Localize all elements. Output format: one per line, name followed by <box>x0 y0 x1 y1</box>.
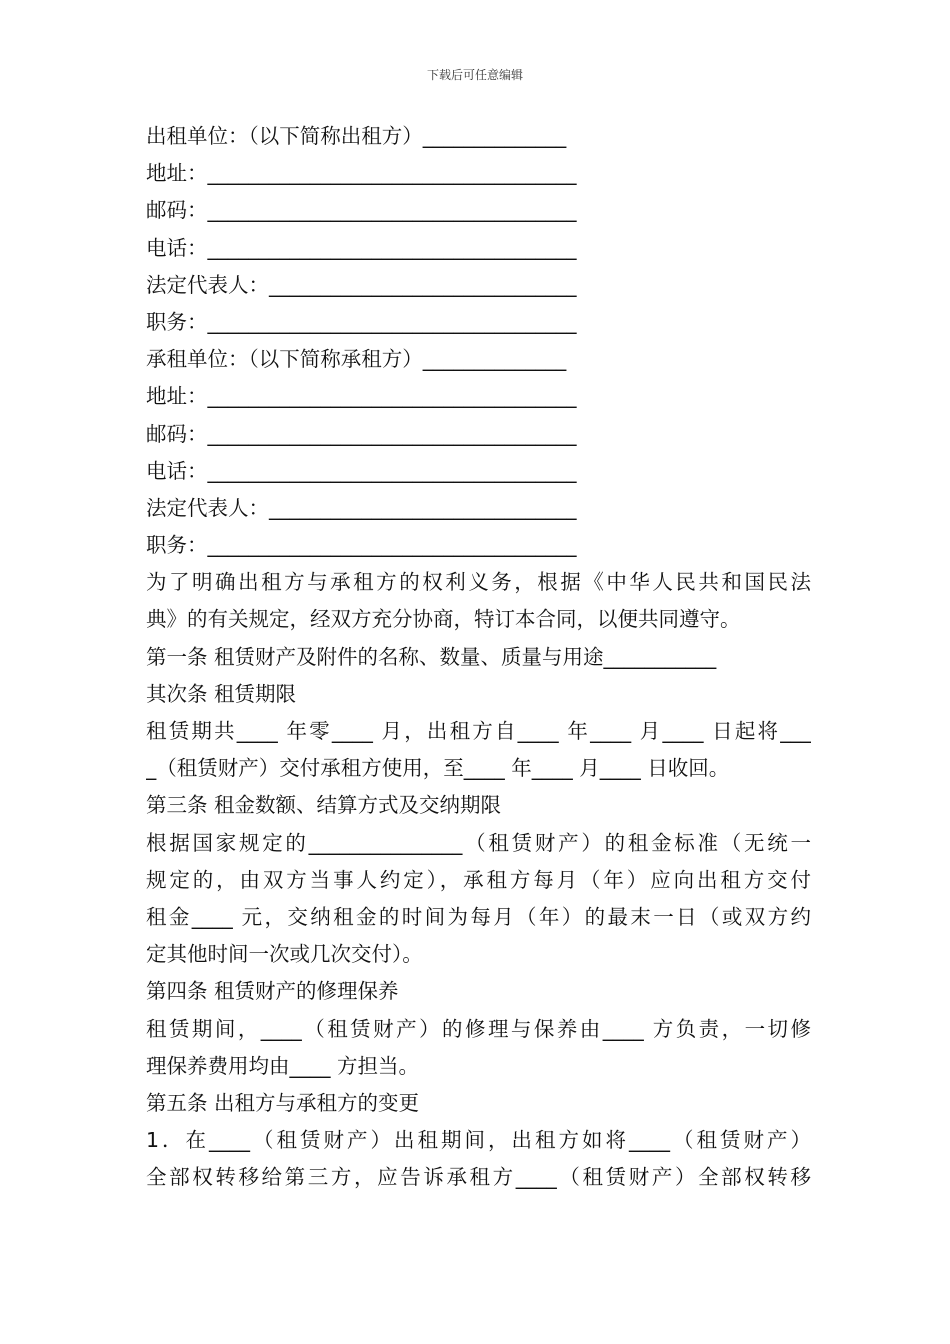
lessee-legal-rep-line: 法定代表人：______________________________ <box>146 495 577 520</box>
article-1-heading: 第一条 租赁财产及附件的名称、数量、质量与用途___________ <box>146 644 717 669</box>
article-3-line-4: 定其他时间一次或几次交付）。 <box>146 942 423 967</box>
article-2-heading: 其次条 租赁期限 <box>146 681 297 706</box>
article-4-heading: 第四条 租赁财产的修理保养 <box>146 979 399 1004</box>
article-2-line-1: 租赁期共____ 年零____ 月，出租方自____ 年____ 月____ 日起将___ <box>146 719 811 743</box>
preamble-line-1: 为了明确出租方与承租方的权利义务，根据《中华人民共和国民法 <box>146 570 811 595</box>
lessor-title-line: 职务：____________________________________ <box>146 309 577 334</box>
lessee-phone-line: 电话：____________________________________ <box>146 458 577 483</box>
article-5-line-2: 全部权转移给第三方，应告诉承租方____（租赁财产）全部权转移 <box>146 1165 811 1190</box>
lessee-postcode-line: 邮码：____________________________________ <box>146 421 577 446</box>
lessor-legal-rep-line: 法定代表人：______________________________ <box>146 272 577 297</box>
lessor-postcode-line: 邮码：____________________________________ <box>146 198 577 223</box>
article-5-heading: 第五条 出租方与承租方的变更 <box>146 1090 420 1115</box>
lessor-phone-line: 电话：____________________________________ <box>146 235 577 260</box>
article-4-line-2: 理保养费用均由____ 方担当。 <box>146 1053 420 1078</box>
article-3-line-3: 租金____ 元，交纳租金的时间为每月（年）的最末一日（或双方约 <box>146 904 811 929</box>
preamble-line-2: 典》的有关规定，经双方充分协商，特订本合同，以便共同遵守。 <box>146 607 741 632</box>
article-3-line-1: 根据国家规定的_______________（租赁财产）的租金标准（无统一 <box>146 830 811 855</box>
page-header-note: 下载后可任意编辑 <box>426 68 523 82</box>
lessee-title-line: 职务：____________________________________ <box>146 533 577 558</box>
article-3-line-2: 规定的，由双方当事人约定），承租方每月（年）应向出租方交付 <box>146 867 811 892</box>
contract-body <box>146 118 811 1196</box>
lessor-unit-line: 出租单位：（以下简称出租方）______________ <box>146 124 567 148</box>
article-3-heading: 第三条 租金数额、结算方式及交纳期限 <box>146 793 502 818</box>
lessee-unit-line: 承租单位：（以下简称承租方）______________ <box>146 347 567 372</box>
lessor-address-line: 地址：____________________________________ <box>146 161 577 186</box>
article-4-line-1: 租赁期间，____（租赁财产）的修理与保养由____ 方负责，一切修 <box>146 1016 811 1041</box>
lessee-address-line: 地址：____________________________________ <box>146 384 577 409</box>
article-5-line-1: 1．在____（租赁财产）出租期间，出租方如将____（租赁财产） <box>146 1128 811 1153</box>
article-2-line-2: _（租赁财产）交付承租方使用，至____ 年____ 月____ 日收回。 <box>146 756 730 781</box>
